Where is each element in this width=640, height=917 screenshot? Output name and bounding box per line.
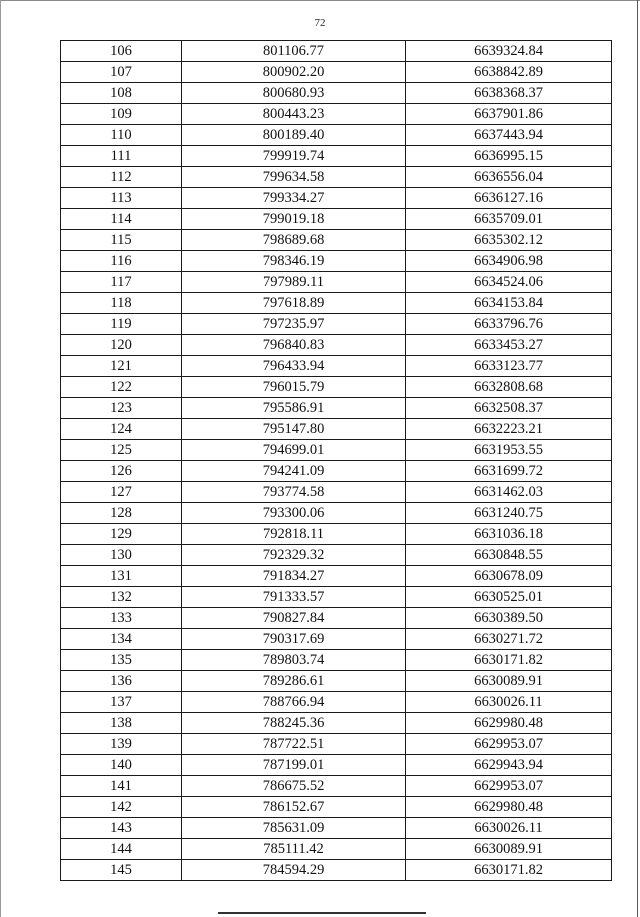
table-row [61,230,612,251]
scan-edge-top [0,0,640,1]
y-coordinate-cell: 6633453.27 [406,335,612,356]
y-coordinate-cell: 6635709.01 [406,209,612,230]
table-row [61,503,612,524]
x-coordinate-cell: 789803.74 [182,650,406,671]
y-coordinate-cell: 6630525.01 [406,587,612,608]
y-coordinate-cell: 6636127.16 [406,188,612,209]
x-coordinate-cell: 800189.40 [182,125,406,146]
table-row [61,41,612,62]
x-coordinate-cell: 800443.23 [182,104,406,125]
point-number-cell: 134 [61,629,182,650]
y-coordinate-cell: 6629953.07 [406,734,612,755]
x-coordinate-cell: 800902.20 [182,62,406,83]
point-number-cell: 115 [61,230,182,251]
point-number-cell: 139 [61,734,182,755]
y-coordinate-cell: 6637901.86 [406,104,612,125]
point-number-cell: 111 [61,146,182,167]
point-number-cell: 141 [61,776,182,797]
point-number-cell: 126 [61,461,182,482]
y-coordinate-cell: 6632508.37 [406,398,612,419]
point-number-cell: 131 [61,566,182,587]
table-row [61,104,612,125]
table-row [61,629,612,650]
x-coordinate-cell: 795147.80 [182,419,406,440]
y-coordinate-cell: 6634524.06 [406,272,612,293]
coordinates-table-body [61,41,612,881]
point-number-cell: 109 [61,104,182,125]
table-row [61,776,612,797]
table-row [61,272,612,293]
x-coordinate-cell: 799634.58 [182,167,406,188]
table-row [61,461,612,482]
y-coordinate-cell: 6633123.77 [406,356,612,377]
point-number-cell: 140 [61,755,182,776]
x-coordinate-cell: 797235.97 [182,314,406,335]
point-number-cell: 137 [61,692,182,713]
x-coordinate-cell: 788245.36 [182,713,406,734]
point-number-cell: 108 [61,83,182,104]
y-coordinate-cell: 6629943.94 [406,755,612,776]
y-coordinate-cell: 6636995.15 [406,146,612,167]
y-coordinate-cell: 6631953.55 [406,440,612,461]
point-number-cell: 142 [61,797,182,818]
x-coordinate-cell: 791834.27 [182,566,406,587]
table-row [61,377,612,398]
point-number-cell: 129 [61,524,182,545]
y-coordinate-cell: 6637443.94 [406,125,612,146]
x-coordinate-cell: 785111.42 [182,839,406,860]
y-coordinate-cell: 6635302.12 [406,230,612,251]
x-coordinate-cell: 788766.94 [182,692,406,713]
point-number-cell: 110 [61,125,182,146]
table-row [61,419,612,440]
y-coordinate-cell: 6630089.91 [406,671,612,692]
point-number-cell: 119 [61,314,182,335]
point-number-cell: 127 [61,482,182,503]
point-number-cell: 124 [61,419,182,440]
x-coordinate-cell: 786152.67 [182,797,406,818]
table-row [61,146,612,167]
bottom-scan-mark [218,912,426,914]
y-coordinate-cell: 6638842.89 [406,62,612,83]
y-coordinate-cell: 6630171.82 [406,650,612,671]
x-coordinate-cell: 800680.93 [182,83,406,104]
table-row [61,692,612,713]
point-number-cell: 143 [61,818,182,839]
point-number-cell: 144 [61,839,182,860]
table-row [61,314,612,335]
y-coordinate-cell: 6631240.75 [406,503,612,524]
scan-edge-left [0,0,1,917]
point-number-cell: 113 [61,188,182,209]
table-row [61,818,612,839]
x-coordinate-cell: 797989.11 [182,272,406,293]
table-row [61,650,612,671]
x-coordinate-cell: 786675.52 [182,776,406,797]
table-row [61,293,612,314]
point-number-cell: 128 [61,503,182,524]
x-coordinate-cell: 799919.74 [182,146,406,167]
table-row [61,524,612,545]
table-row [61,83,612,104]
point-number-cell: 114 [61,209,182,230]
x-coordinate-cell: 793300.06 [182,503,406,524]
x-coordinate-cell: 796433.94 [182,356,406,377]
y-coordinate-cell: 6632808.68 [406,377,612,398]
page-number: 72 [314,17,326,29]
table-row [61,356,612,377]
scan-edge-right [637,0,638,917]
table-row [61,839,612,860]
table-row [61,209,612,230]
point-number-cell: 136 [61,671,182,692]
point-number-cell: 133 [61,608,182,629]
point-number-cell: 138 [61,713,182,734]
table-row [61,545,612,566]
x-coordinate-cell: 792329.32 [182,545,406,566]
table-row [61,62,612,83]
point-number-cell: 132 [61,587,182,608]
point-number-cell: 118 [61,293,182,314]
y-coordinate-cell: 6636556.04 [406,167,612,188]
y-coordinate-cell: 6630026.11 [406,692,612,713]
table-row [61,755,612,776]
y-coordinate-cell: 6629980.48 [406,797,612,818]
table-row [61,398,612,419]
point-number-cell: 112 [61,167,182,188]
table-row [61,188,612,209]
point-number-cell: 125 [61,440,182,461]
point-number-cell: 135 [61,650,182,671]
y-coordinate-cell: 6630389.50 [406,608,612,629]
x-coordinate-cell: 793774.58 [182,482,406,503]
x-coordinate-cell: 799334.27 [182,188,406,209]
y-coordinate-cell: 6630271.72 [406,629,612,650]
x-coordinate-cell: 798346.19 [182,251,406,272]
table-row [61,671,612,692]
y-coordinate-cell: 6630678.09 [406,566,612,587]
x-coordinate-cell: 784594.29 [182,860,406,881]
table-row [61,167,612,188]
x-coordinate-cell: 789286.61 [182,671,406,692]
table-row [61,713,612,734]
y-coordinate-cell: 6631036.18 [406,524,612,545]
x-coordinate-cell: 791333.57 [182,587,406,608]
y-coordinate-cell: 6630026.11 [406,818,612,839]
table-row [61,335,612,356]
x-coordinate-cell: 798689.68 [182,230,406,251]
y-coordinate-cell: 6634906.98 [406,251,612,272]
table-row [61,734,612,755]
table-row [61,587,612,608]
x-coordinate-cell: 785631.09 [182,818,406,839]
y-coordinate-cell: 6631699.72 [406,461,612,482]
x-coordinate-cell: 795586.91 [182,398,406,419]
y-coordinate-cell: 6638368.37 [406,83,612,104]
point-number-cell: 123 [61,398,182,419]
point-number-cell: 116 [61,251,182,272]
point-number-cell: 106 [61,41,182,62]
point-number-cell: 130 [61,545,182,566]
y-coordinate-cell: 6630171.82 [406,860,612,881]
x-coordinate-cell: 790827.84 [182,608,406,629]
table-row [61,125,612,146]
x-coordinate-cell: 794699.01 [182,440,406,461]
point-number-cell: 121 [61,356,182,377]
x-coordinate-cell: 787199.01 [182,755,406,776]
y-coordinate-cell: 6639324.84 [406,41,612,62]
x-coordinate-cell: 787722.51 [182,734,406,755]
y-coordinate-cell: 6630089.91 [406,839,612,860]
x-coordinate-cell: 796840.83 [182,335,406,356]
y-coordinate-cell: 6634153.84 [406,293,612,314]
x-coordinate-cell: 797618.89 [182,293,406,314]
x-coordinate-cell: 792818.11 [182,524,406,545]
point-number-cell: 107 [61,62,182,83]
y-coordinate-cell: 6629980.48 [406,713,612,734]
x-coordinate-cell: 794241.09 [182,461,406,482]
x-coordinate-cell: 796015.79 [182,377,406,398]
x-coordinate-cell: 801106.77 [182,41,406,62]
x-coordinate-cell: 790317.69 [182,629,406,650]
table-row [61,860,612,881]
table-row [61,482,612,503]
point-number-cell: 122 [61,377,182,398]
y-coordinate-cell: 6633796.76 [406,314,612,335]
point-number-cell: 145 [61,860,182,881]
table-row [61,797,612,818]
y-coordinate-cell: 6631462.03 [406,482,612,503]
table-row [61,608,612,629]
point-number-cell: 120 [61,335,182,356]
table-row [61,566,612,587]
table-row [61,251,612,272]
y-coordinate-cell: 6632223.21 [406,419,612,440]
point-number-cell: 117 [61,272,182,293]
table-row [61,440,612,461]
coordinates-table [60,40,612,881]
y-coordinate-cell: 6629953.07 [406,776,612,797]
x-coordinate-cell: 799019.18 [182,209,406,230]
y-coordinate-cell: 6630848.55 [406,545,612,566]
